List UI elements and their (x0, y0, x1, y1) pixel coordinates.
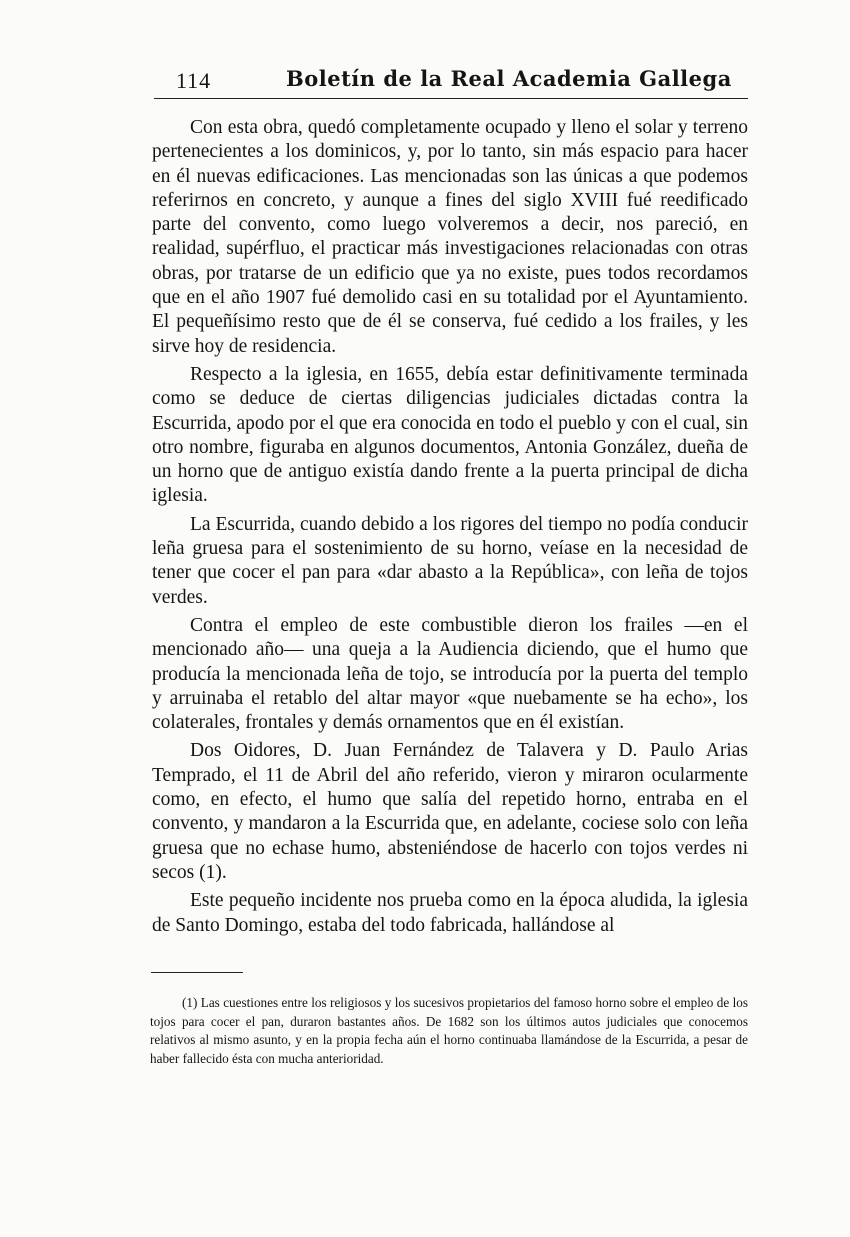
paragraph: Contra el empleo de este combustible dieron los frailes —en el mencionado año— una queja a la Audiencia diciendo, que el humo que producía la mencionada leña de tojo, se introducía por la puerta del templo y arruinaba el retablo del altar mayor «que nuebamente se ha echo», los colaterales, frontales y demás ornamentos que en él existían. (152, 614, 748, 734)
page-number: 114 (176, 68, 212, 93)
body-text (152, 116, 748, 942)
paragraph: La Escurrida, cuando debido a los rigores del tiempo no podía conducir leña gruesa para el sostenimiento de su horno, veíase en la necesidad de tener que cocer el pan para «dar abasto a la República», con leña de tojos verdes. (152, 513, 748, 608)
footnote-divider (151, 972, 243, 973)
footnote: (1) Las cuestiones entre los religiosos y los sucesivos propietarios del famoso horno sobre el empleo de los tojos para cocer el pan, duraron bastantes años. De 1682 son los últimos autos judiciales que conocemos relativos al mismo asunto, y en la propia fecha aún el horno continuaba llamándose de la Escurrida, a pesar de haber fallecido ésta con mucha anterioridad. (150, 995, 748, 1066)
running-head (154, 62, 748, 99)
paragraph: Este pequeño incidente nos prueba como en la época aludida, la iglesia de Santo Domingo, estaba del todo fabricada, hallándose al (152, 890, 748, 936)
paragraph: Respecto a la iglesia, en 1655, debía estar definitivamente terminada como se deduce de ciertas diligencias judiciales dictadas contra la Escurrida, apodo por el que era conocida en todo el pueblo y con el cual, sin otro nombre, figuraba en algunos documentos, Antonia González, dueña de un horno que de antiguo existía dando frente a la puerta principal de dicha iglesia. (152, 363, 748, 507)
journal-title: Boletín de la Real Academia Gallega (286, 66, 732, 91)
paragraph: Dos Oidores, D. Juan Fernández de Talavera y D. Paulo Arias Temprado, el 11 de Abril del año referido, vieron y miraron ocularmente como, en efecto, el humo que salía del repetido horno, entraba en el convento, y mandaron a la Escurrida que, en adelante, cociese solo con leña gruesa que no echase humo, absteniéndose de hacerlo con tojos verdes ni secos (1). (152, 740, 748, 883)
paragraph: Con esta obra, quedó completamente ocupado y lleno el solar y terreno pertenecientes a los dominicos, y, por lo tanto, sin más espacio para hacer en él nuevas edificaciones. Las mencionadas son las únicas a que podemos referirnos en concreto, y aunque a fines del siglo XVIII fué reedificado parte del convento, como luego volveremos a decir, nos pareció, en realidad, supérfluo, el practicar más investigaciones relacionadas con otras obras, por tratarse de un edificio que ya no existe, pues todos recordamos que en el año 1907 fué demolido casi en su totalidad por el Ayuntamiento. El pequeñísimo resto que de él se conserva, fué cedido a los frailes, y les sirve hoy de residencia. (152, 117, 748, 357)
